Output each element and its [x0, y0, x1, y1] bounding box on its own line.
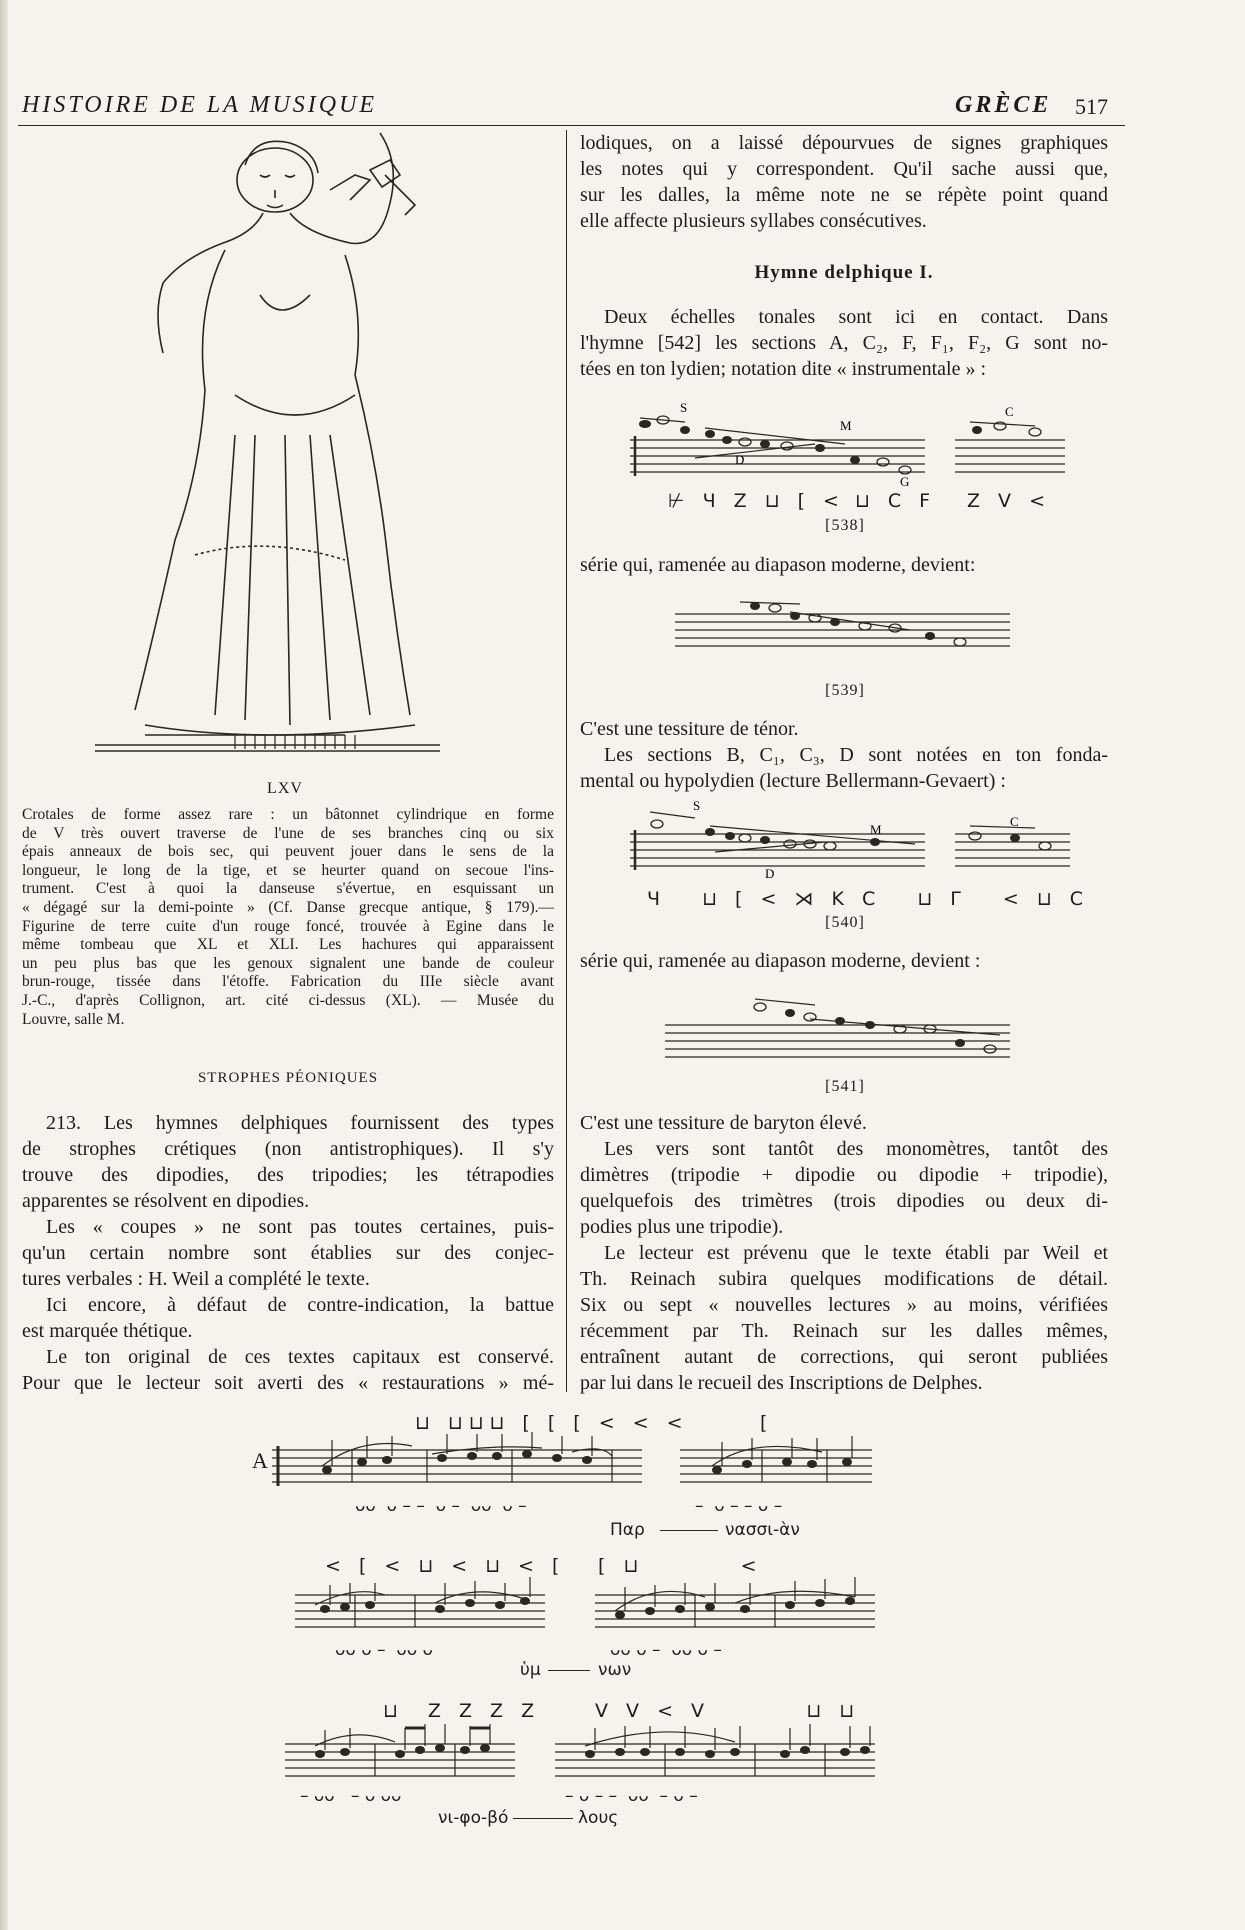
dancer-figurine-illustration: [85, 135, 455, 765]
body-line: Les sections B, C₁, C₃, D sont notées en ton fonda-: [604, 744, 1108, 766]
body-line: qu'un certain nombre sont établies sur des conjec-: [22, 1242, 554, 1264]
caption-line: Crotales de forme assez rare : un bâtonnet cylindrique en forme: [22, 806, 554, 823]
body-line: 213. Les hymnes delphiques fournissent des types: [46, 1112, 554, 1134]
intro-text: [580, 304, 1108, 382]
caption-line: Figurine de terre cuite d'un rouge foncé, trouvée à Egine dans le: [22, 917, 554, 935]
caption-line: « dégagé sur la demi-pointe » (Cf. Danse grecque antique, § 179).—: [22, 898, 554, 916]
body-line: série qui, ramenée au diapason moderne, devient:: [580, 554, 976, 576]
body-line: Le lecteur est prévenu que le texte établi par Weil et: [604, 1242, 1108, 1264]
notation-signs: ⊬ Ч Z ⊔ [ <: [668, 490, 845, 512]
lyric-syllable: ὑμ: [520, 1660, 541, 1680]
example-number: [540]: [825, 914, 865, 931]
left-body-text: [22, 1110, 554, 1396]
caption-line: de V très ouvert traverse de l'une de ses branches cinq ou six: [22, 824, 554, 842]
mark-C: C: [1010, 814, 1019, 829]
body-line: dimètres (tripodie + dipodie ou dipodie + tripodie),: [580, 1164, 1108, 1186]
lyric-dash: [513, 1818, 573, 1819]
caption-line: même tombeau que XL et XLI. Les hachures qui apparaissent: [22, 936, 554, 954]
body-line: entraînent autant de corrections, qui seront publiées: [580, 1346, 1108, 1368]
body-line: sur les dalles, la même note ne se répète point quand: [580, 184, 1108, 206]
rhythm-marks: – ᴗᴗ – ᴗ ᴗᴗ: [300, 1786, 402, 1806]
body-line: les notes qui y correspondent. Qu'il sache aussi que,: [580, 158, 1108, 180]
rhythm-marks: ᴗᴗ ᴗ – ᴗᴗ ᴗ: [335, 1640, 433, 1660]
mark-M: M: [840, 418, 852, 433]
notation-signs: [ ⊔ <: [598, 1555, 763, 1577]
section-title: STROPHES PÉONIQUES: [197, 1070, 379, 1086]
body-line: tures verbales : H. Weil a complété le texte.: [22, 1268, 370, 1290]
notation-signs: V V < V ⊔ ⊔: [595, 1700, 861, 1722]
body-line: apparentes se résolvent en dipodies.: [22, 1190, 310, 1212]
example-number: [539]: [825, 682, 865, 699]
figure-label: LXV: [267, 780, 303, 797]
lyric-syllable: λους: [578, 1808, 619, 1828]
caption-line: longueur, le long de la tige, et se heurter quand on secoue l'ins-: [22, 861, 554, 879]
body-line: par lui dans le recueil des Inscriptions de Delphes.: [580, 1372, 983, 1394]
page-number: 517: [1075, 94, 1108, 119]
notation-signs: Ч ⊔ [ < ⋊ K C ⊔ Γ < ⊔ C: [647, 888, 1090, 910]
page-edge-shadow: [0, 0, 8, 1930]
lyric-syllable: νασσι-ὰν: [725, 1520, 800, 1540]
body-line: quelquefois des trimètres (trois dipodies ou deux di-: [580, 1190, 1108, 1212]
lyric-dash: [548, 1670, 590, 1671]
notation-signs: ⊔ ⊔⊔⊔ [ [ [ < < <: [415, 1412, 689, 1434]
header-rule: [18, 125, 1125, 126]
caption-line: épais anneaux de bois sec, qui peuvent jouer dans le sens de la: [22, 843, 554, 861]
example-number: [538]: [825, 517, 865, 534]
right-top-text: [580, 130, 1108, 234]
music-example-541: [660, 995, 1020, 1065]
lyric-syllable: Παρ: [610, 1520, 645, 1540]
body-line: Le ton original de ces textes capitaux est conservé.: [46, 1346, 554, 1368]
rhythm-marks: – ᴗ – – ᴗᴗ – ᴗ –: [565, 1786, 698, 1806]
body-line: est marquée thétique.: [22, 1320, 193, 1342]
mark-G: G: [900, 474, 910, 489]
staff-row-1: [272, 1430, 882, 1500]
rhythm-marks: ᴗᴗ ᴗ – – ᴗ – ᴗᴗ ᴗ –: [355, 1496, 527, 1516]
body-line: de strophes crétiques (non antistrophiques). Il s'y: [22, 1138, 554, 1160]
example-number: [541]: [825, 1078, 865, 1095]
lyric-syllable: νων: [598, 1660, 632, 1680]
body-line: l'hymne [542] les sections A, C₂, F, F₁, F₂, G sont no-: [580, 332, 1108, 354]
body-line: Pour que le lecteur soit averti des « restaurations » mé-: [22, 1372, 554, 1394]
mark-S: S: [680, 400, 688, 415]
hymn-title: Hymne delphique I.: [754, 262, 934, 283]
section-letter: A: [252, 1448, 268, 1473]
notation-signs: [: [760, 1412, 774, 1434]
notation-signs: ⊔ C F: [855, 490, 937, 512]
notation-signs: < [ < ⊔ < ⊔ < [: [325, 1555, 566, 1577]
body-line: Six ou sept « nouvelles lectures » au moins, vérifiées: [580, 1294, 1108, 1316]
rhythm-marks: – ᴗ – – ᴗ –: [695, 1496, 783, 1516]
body-line: mental ou hypolydien (lecture Bellermann-Gevaert) :: [580, 770, 1006, 792]
lyric-dash: [660, 1530, 718, 1531]
vers-text: [580, 1136, 1108, 1396]
body-line: Les vers sont tantôt des monomètres, tantôt des: [604, 1138, 1108, 1160]
figure-caption: [22, 806, 554, 1029]
column-divider: [566, 130, 567, 1392]
notation-signs: Z V <: [967, 490, 1052, 512]
body-line: Ici encore, à défaut de contre-indication, la battue: [46, 1294, 554, 1316]
caption-line: un peu plus bas que les genoux signalent une bande de couleur: [22, 954, 554, 972]
body-line: tées en ton lydien; notation dite « instrumentale » :: [580, 358, 987, 380]
mark-M: M: [870, 822, 882, 837]
body-line: podies plus une tripodie).: [580, 1216, 784, 1238]
body-line: trouve des dipodies, des tripodies; les tétrapodies: [22, 1164, 554, 1186]
music-example-540: [615, 800, 1075, 890]
body-line: C'est une tessiture de baryton élevé.: [580, 1112, 867, 1134]
caption-line: trument. C'est à quoi la danseuse s'évertue, en esquissant un: [22, 880, 554, 898]
mark-D: D: [765, 866, 775, 881]
caption-line: brun-rouge, tissée dans l'étoffe. Fabrication du IIIe siècle avant: [22, 973, 554, 991]
body-line: lodiques, on a laissé dépourvues de signes graphiques: [580, 132, 1108, 154]
body-line: elle affecte plusieurs syllabes consécutives.: [580, 210, 927, 232]
lyric-syllable: νι-φο-βό: [438, 1808, 509, 1828]
staff-row-2: [295, 1575, 880, 1645]
body-line: Deux échelles tonales sont ici en contact. Dans: [604, 306, 1108, 328]
sections-text: [580, 742, 1108, 794]
staff-row-3: [285, 1720, 885, 1790]
music-example-539: [670, 600, 1020, 660]
running-head-right: GRÈCE: [955, 92, 1052, 118]
mark-D: D: [735, 452, 745, 467]
mark-C: C: [1005, 404, 1014, 419]
rhythm-marks: ᴗᴗ ᴗ – ᴗᴗ ᴗ –: [610, 1640, 722, 1660]
body-line: Th. Reinach subira quelques modifications de détail.: [580, 1268, 1108, 1290]
notation-signs: ⊔ Z Z Z Z: [383, 1700, 541, 1722]
music-example-538: [615, 400, 1075, 500]
body-line: Les « coupes » ne sont pas toutes certaines, puis-: [46, 1216, 554, 1238]
body-line: récemment par Th. Reinach sur les dalles mêmes,: [580, 1320, 1108, 1342]
caption-line: Louvre, salle M.: [22, 1010, 125, 1028]
body-line: série qui, ramenée au diapason moderne, devient :: [580, 950, 981, 972]
running-head-left: HISTOIRE DE LA MUSIQUE: [22, 92, 378, 118]
mark-S: S: [693, 798, 701, 813]
body-line: C'est une tessiture de ténor.: [580, 718, 799, 740]
caption-line: J.-C., d'après Collignon, art. cité ci-dessus (XL). — Musée du: [22, 991, 554, 1009]
